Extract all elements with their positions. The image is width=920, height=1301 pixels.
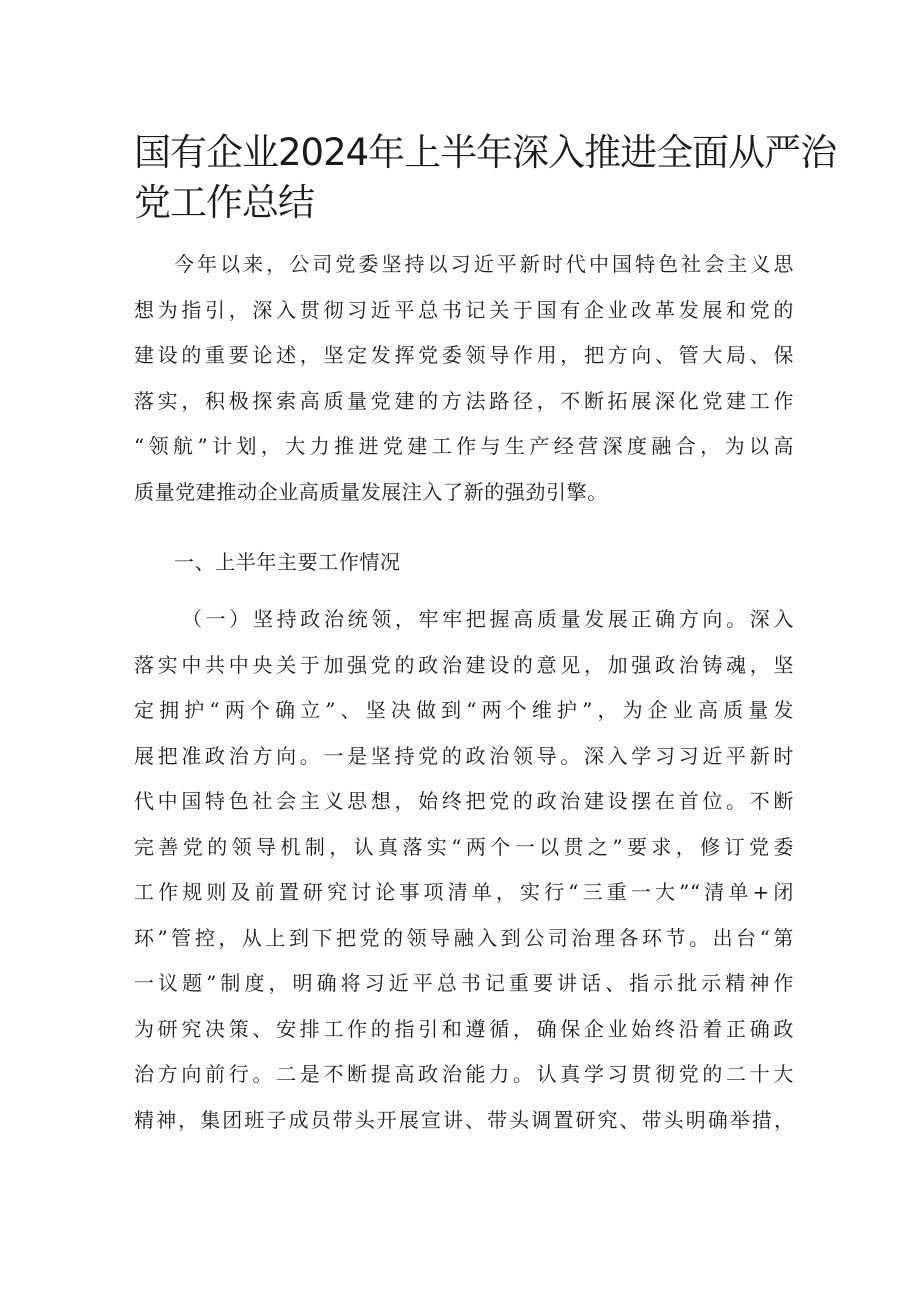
document-title bbox=[134, 128, 837, 228]
paragraph-line: 代中国特色社会主义思想，始终把党的政治建设摆在首位。不断 bbox=[134, 789, 794, 813]
paragraph-line: 质量党建推动企业高质量发展注入了新的强劲引擎。 bbox=[134, 479, 608, 504]
paragraph-line: 一议题”制度，明确将习近平总书记重要讲话、指示批示精神作 bbox=[134, 971, 794, 995]
paragraph-line: 落实，积极探索高质量党建的方法路径，不断拓展深化党建工作 bbox=[134, 388, 794, 413]
paragraph-line: 精神，集团班子成员带头开展宣讲、带头调置研究、带头明确举措， bbox=[134, 1107, 794, 1132]
section-1-paragraph bbox=[134, 597, 794, 1143]
paragraph-line: “领航”计划，大力推进党建工作与生产经营深度融合，为以高 bbox=[134, 434, 794, 458]
paragraph-line: 建设的重要论述，坚定发挥党委领导作用，把方向、管大局、保 bbox=[134, 343, 794, 367]
section-heading-text: 一、上半年主要工作情况 bbox=[174, 550, 401, 574]
paragraph-line: 完善党的领导机制，认真落实“两个一以贯之”要求，修订党委 bbox=[134, 834, 794, 859]
paragraph-line: 治方向前行。二是不断提高政治能力。认真学习贯彻党的二十大 bbox=[134, 1062, 794, 1086]
paragraph-line: （一）坚持政治统领，牢牢把握高质量发展正确方向。深入 bbox=[182, 607, 794, 631]
paragraph-line: 展把准政治方向。一是坚持党的政治领导。深入学习习近平新时 bbox=[134, 743, 794, 768]
paragraph-line: 定拥护“两个确立”、坚决做到“两个维护”，为企业高质量发 bbox=[134, 698, 794, 722]
paragraph-line: 今年以来，公司党委坚持以习近平新时代中国特色社会主义思 bbox=[174, 252, 794, 276]
paragraph-line: 想为指引，深入贯彻习近平总书记关于国有企业改革发展和党的 bbox=[134, 297, 794, 322]
paragraph-line: 为研究决策、安排工作的指引和遵循，确保企业始终沿着正确政 bbox=[134, 1016, 794, 1041]
paragraph-line: 工作规则及前置研究讨论事项清单，实行“三重一大”“清单+闭 bbox=[134, 880, 794, 904]
title-line: 党工作总结 bbox=[134, 181, 314, 224]
section-heading bbox=[134, 540, 794, 586]
intro-paragraph bbox=[134, 242, 794, 515]
paragraph-line: 落实中共中央关于加强党的政治建设的意见，加强政治铸魂，坚 bbox=[134, 652, 794, 677]
paragraph-line: 环”管控，从上到下把党的领导融入到公司治理各环节。出台“第 bbox=[134, 925, 794, 950]
title-line: 国有企业2024年上半年深入推进全面从严治 bbox=[134, 131, 837, 174]
